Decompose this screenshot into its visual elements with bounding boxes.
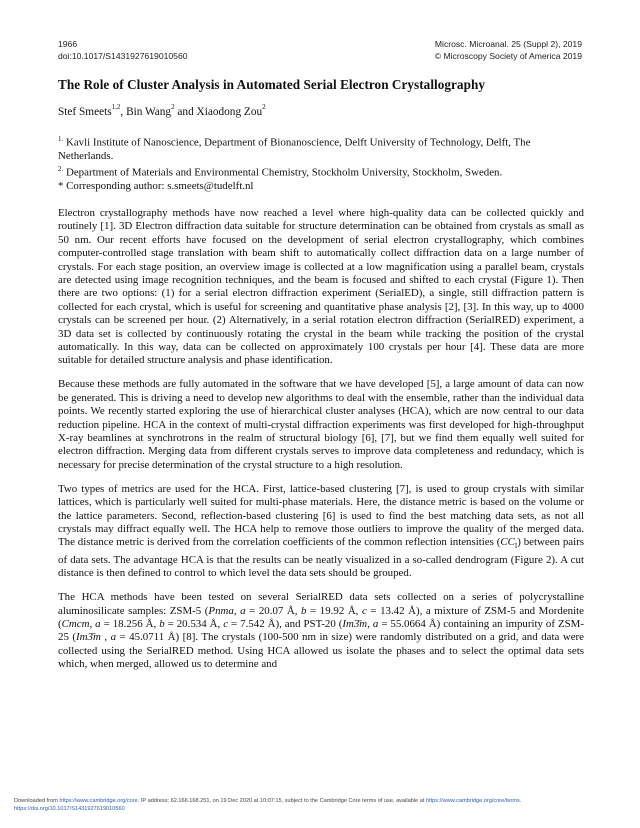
space-group: Pnma xyxy=(208,604,234,617)
affiliation-2 xyxy=(58,163,588,180)
terms-link[interactable]: https://www.cambridge.org/core/terms xyxy=(425,798,520,804)
author-affil-mark: 2 xyxy=(171,103,175,111)
author-name: Bin Wang xyxy=(126,105,172,118)
author-affil-mark: 1,2 xyxy=(111,103,121,111)
cambridge-core-link[interactable]: https://www.cambridge.org/core xyxy=(59,798,138,804)
text-run: Two types of metrics are used for the HCA. First, lattice-based clustering [7], is used to group crystals with similar lattices, which is particularly well suited for multi-phase materials. Here, the distance metric is based on the volume or the lattice parameters. Second, reflection-based clustering [6] is used to find the best matching data sets, as not all crystals may diffract equally well. The HCA help to remove those outliers to improve the quality of the merged data. The distance metric is derived from the correlation coefficients of the common reflection intensities ( xyxy=(58,482,584,549)
text-run: = 55.0664 Å) containing an impurity of ZSM-25 ( xyxy=(58,618,584,644)
author-affil-mark: 2 xyxy=(262,103,266,111)
paragraph-1: Electron crystallography methods have now reached a level where high-quality data can be collected quickly and routinely [1]. 3D Electron diffraction data suitable for structure determination can be obtained from crystals as small as 50 nm. Our recent efforts have focused on the development of serial electron crystallography, which combines computer-controlled stage translation with beam shift to automatically collect diffraction data on a large number of crystals. For each stage position, an overview image is collected at a low magnification using a parallel beam, crystals are detected using image recognition techniques, and the beam is focused and shifted to each crystal (Figure 1). Then there are two options: (1) for a serial electron diffraction experiment (SerialED), a single, still diffraction pattern is collected for each crystal, which is useful for screening and quantitative phase analysis [2], [3]. In this way, up to 4000 crystals can be screened per hour. (2) Alternatively, in a serial rotation electron diffraction (SerialRED) experiment, a 3D data set is collected by continuously rotating the crystal in the beam while tracking the position of the crystal automatically. In this way, data can be collected on approximately 100 crystals per hour [4]. These data are more suitable for detailed structure analysis and phase identification. xyxy=(58,207,584,367)
author-name: Stef Smeets xyxy=(58,105,112,118)
math-var: c xyxy=(361,604,367,617)
math-var: a xyxy=(110,631,117,644)
affil-text: Department of Materials and Environmental Chemistry, Stockholm University, Stockholm, Sweden. xyxy=(63,167,503,180)
space-group: Cmcm xyxy=(61,618,90,631)
author-name: Xiaodong Zou xyxy=(196,105,263,118)
text-run: = 7.542 Å), and PST-20 ( xyxy=(228,618,343,631)
page-number: 1966 xyxy=(58,39,78,49)
space-group: Im3̄m xyxy=(76,631,101,644)
affiliation-1 xyxy=(58,133,588,163)
affil-mark: 2. xyxy=(58,165,64,174)
affil-mark: 1. xyxy=(58,135,64,143)
paragraph-4 xyxy=(58,591,584,671)
math-var: a xyxy=(240,604,246,617)
text-run: = 13.42 Å), a mixture of ZSM-5 and Mordenite ( xyxy=(58,604,585,631)
author-separator: and xyxy=(174,105,197,118)
math-var: b xyxy=(301,604,307,617)
footer-text: . xyxy=(519,798,522,804)
space-group: Im3̄m xyxy=(342,618,368,631)
paper-title: The Role of Cluster Analysis in Automated Serial Electron Crystallography xyxy=(58,77,485,92)
text-run: = 20.07 Å, xyxy=(245,604,302,617)
math-var: a xyxy=(95,618,101,631)
header-left xyxy=(58,38,188,62)
body-text xyxy=(58,207,584,682)
text-run: , xyxy=(89,618,96,631)
affiliations xyxy=(58,133,588,194)
text-run: = 18.256 Å, xyxy=(100,618,160,631)
journal-citation: Microsc. Microanal. 25 (Suppl 2), 2019 xyxy=(434,39,582,49)
footer-text: . IP address: 62.166.168.251, on 19 Dec 2020 at 10:07:15, subject to the Cambridge Core terms of use, available at xyxy=(137,798,426,804)
doi-link[interactable]: https://doi.org/10.1017/S1431927619010560 xyxy=(14,806,125,812)
math-cc: CC xyxy=(500,536,515,549)
author-list xyxy=(58,104,266,118)
doi: doi:10.1017/S1431927619010560 xyxy=(58,51,188,61)
text-run: , xyxy=(100,631,111,644)
text-run: ) between pairs of data sets. The advantage HCA is that the results can be neatly visualized in a so-called dendrogram (Figure 2). A cut distance is then defined to control to which level the data sets should be grouped. xyxy=(58,536,584,580)
paragraph-2: Because these methods are fully automated in the software that we have developed [5], a large amount of data can now be generated. This is driving a need to develop new algorithms to deal with the ensemble, rather than the individual data points. We recently started exploring the use of hierarchical cluster analyses (HCA), which are now central to our data reduction pipeline. HCA in the context of multi-crystal diffraction experiments was first developed for high-throughput X-ray beamlines at synchrotrons in the realm of structural biology [6], [7], but we find them equally well suited for electron diffraction. Merging data from different crystals serves to improve data completeness and redundacy, which is necessary for precise determination of the crystal structure to a high resolution. xyxy=(58,378,584,471)
affil-text: Kavli Institute of Nanoscience, Department of Bionanoscience, Delft University of Technology, Delft, The Netherlands. xyxy=(58,136,531,163)
corresponding-author: * Corresponding author: s.smeets@tudelft.nl xyxy=(58,180,254,193)
math-var: a xyxy=(372,618,379,631)
text-run: = 19.92 Å, xyxy=(306,604,362,617)
text-run: , xyxy=(367,618,373,631)
paragraph-3 xyxy=(58,483,584,581)
math-var: c xyxy=(223,618,229,631)
header-right xyxy=(435,38,582,62)
text-run: = 20.534 Å, xyxy=(164,618,224,631)
footer-text: Downloaded from xyxy=(14,798,60,804)
text-run: , xyxy=(233,604,241,617)
math-var: b xyxy=(159,618,165,631)
download-footer xyxy=(14,797,626,813)
text-run: The HCA methods have been tested on several SerialRED data sets collected on a series of polycrystalline aluminosilicate samples: ZSM-5 ( xyxy=(58,591,584,617)
text-run: = 45.0711 Å) [8]. The crystals (100-500 nm in size) were randomly distributed on a grid, and data were collected using the SerialRED method. Using HCA allowed us isolate the phases and to select the optimal data sets which, when merged, allowed us to determine and xyxy=(58,631,584,671)
copyright: © Microscopy Society of America 2019 xyxy=(434,51,582,61)
author-separator: , xyxy=(120,105,127,118)
math-sub: I xyxy=(514,542,518,551)
